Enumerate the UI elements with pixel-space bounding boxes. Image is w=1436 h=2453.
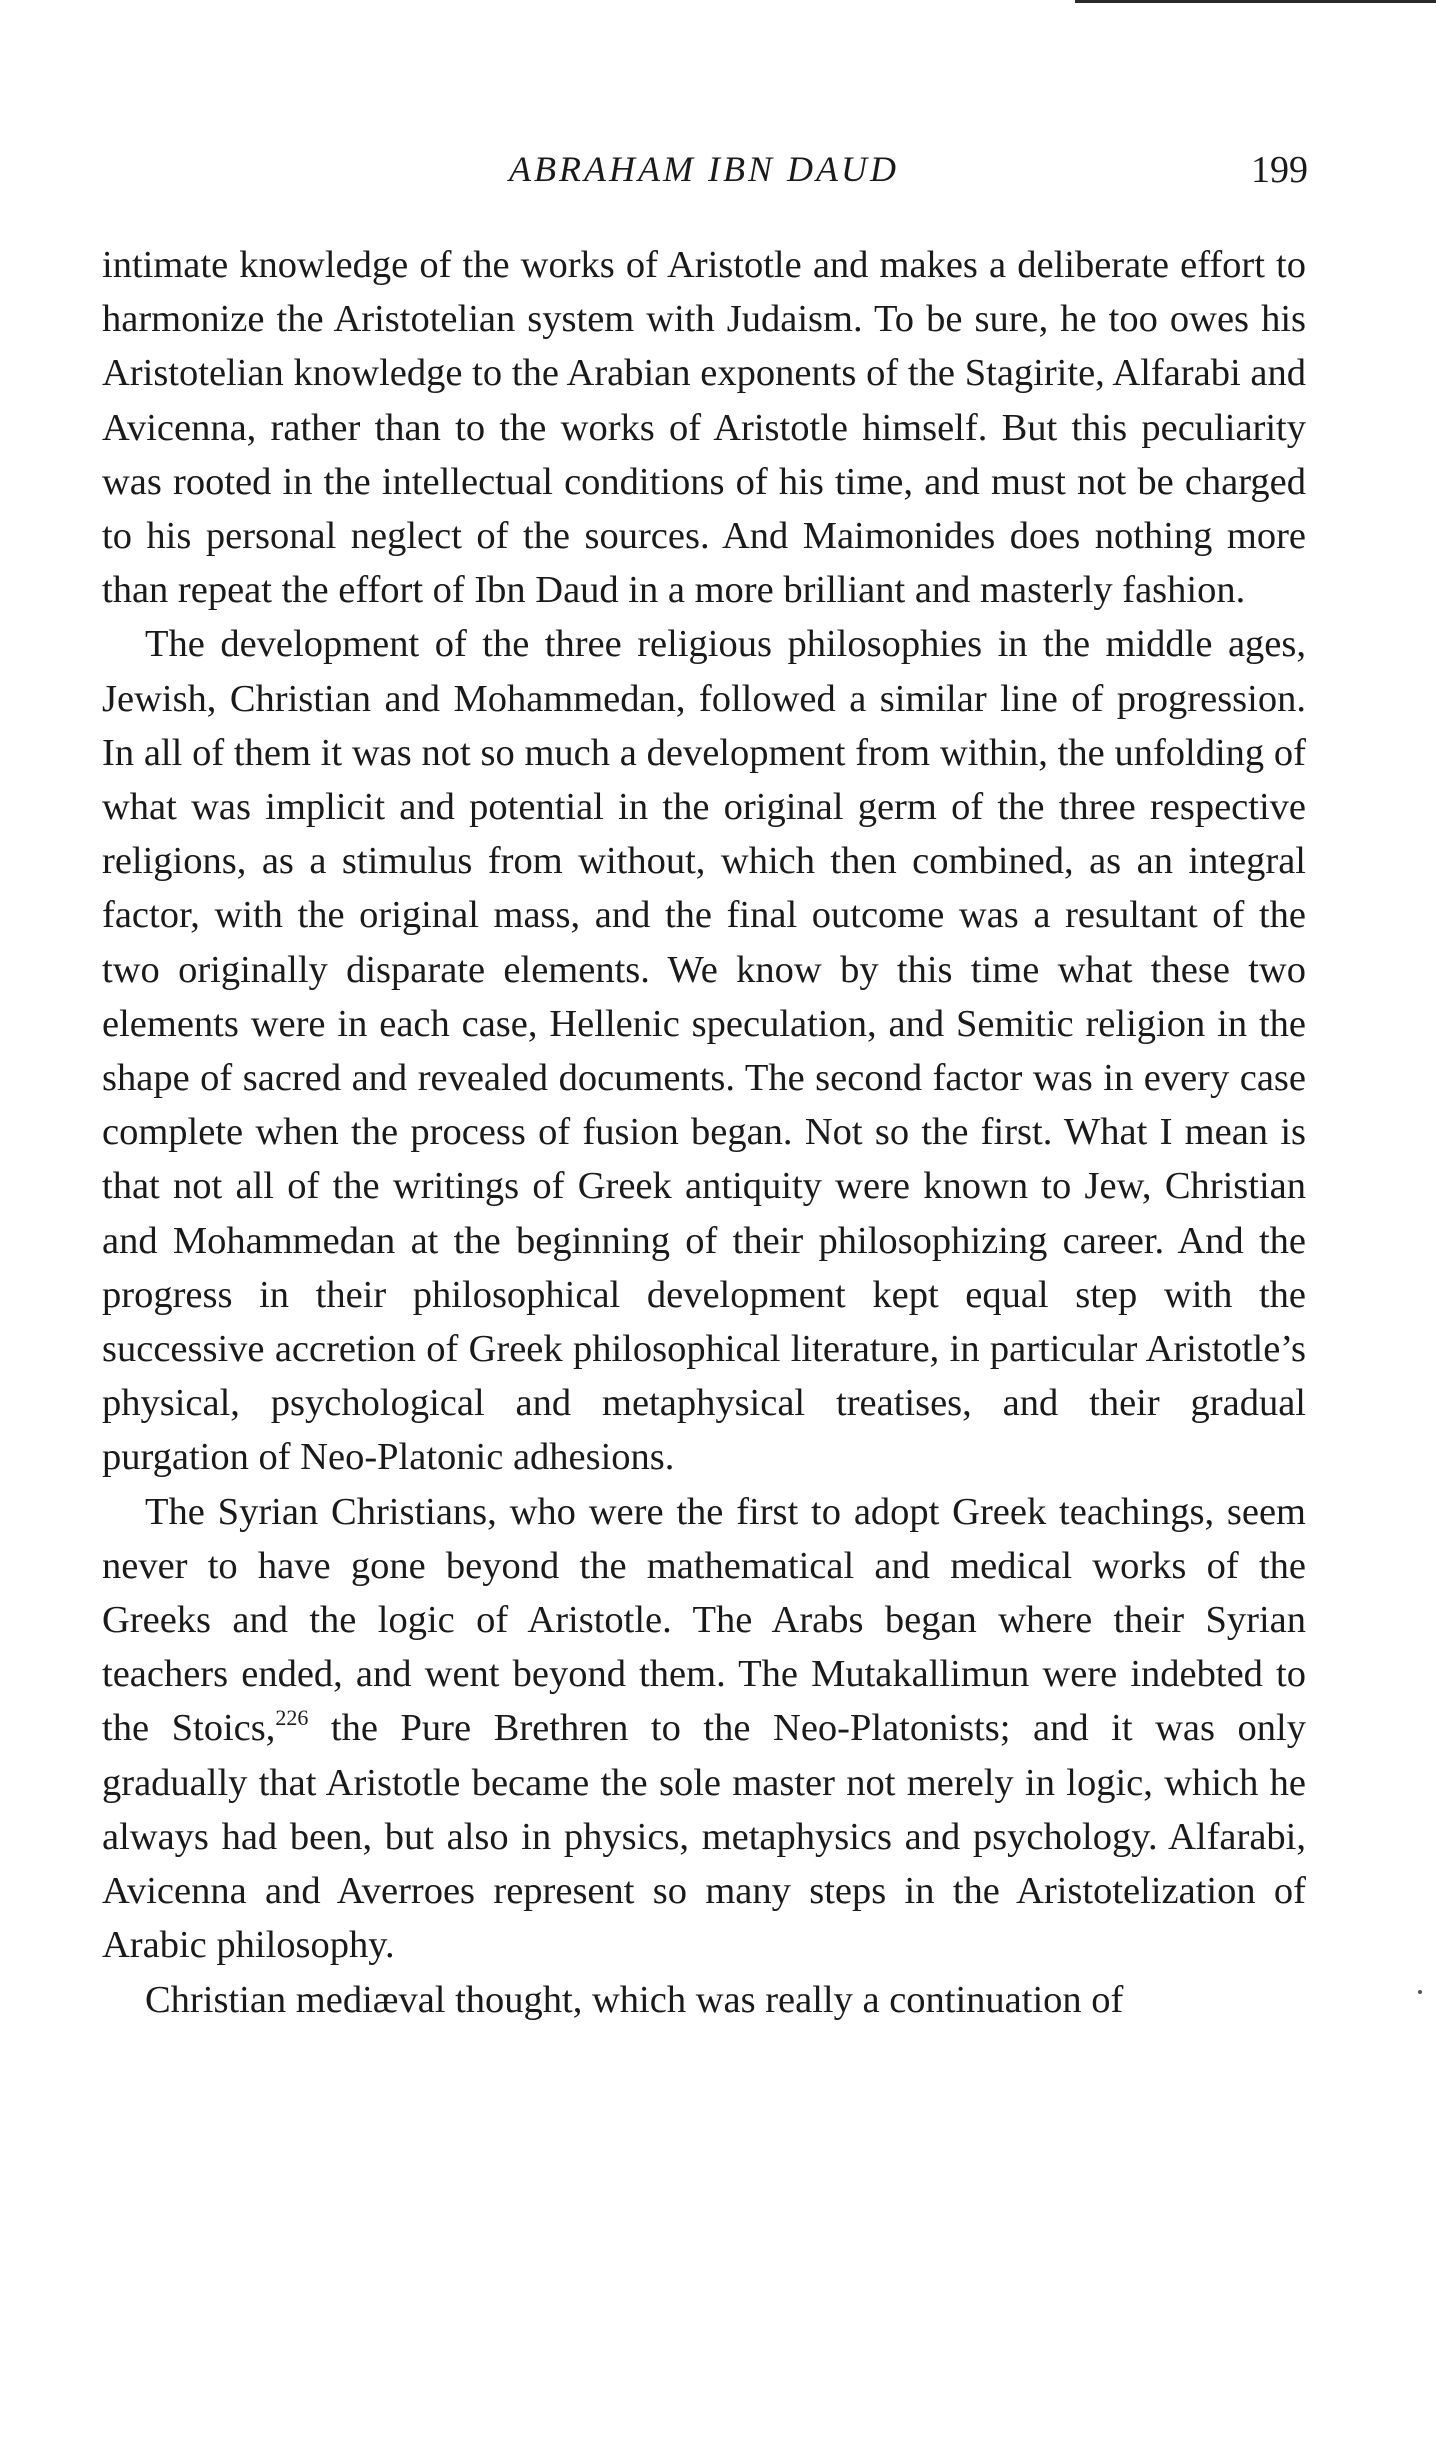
footnote-reference: 226 [275, 1705, 309, 1731]
running-head [100, 148, 1308, 208]
top-edge-rule [1075, 0, 1436, 3]
paragraph-4: Christian mediæval thought, which was really a continuation of [145, 1978, 1124, 2021]
page-number: 199 [1251, 149, 1308, 191]
paragraph-3-text-after-note: the Pure Brethren to the Neo-Platonists; and it was only gradually that Aristotle became the sole master not merely in logic, which he always had been, but also in physics, metaphysics and psychology. Alfarabi, Avicenna and Averroes represent so many steps in the Aristotelization of Arabic philosophy. [102, 1707, 1306, 1967]
body-text [102, 238, 1306, 2027]
paragraph-1: intimate knowledge of the works of Aristotle and makes a deliberate effort to harmonize the Aristotelian system with Judaism. To be sure, he too owes his Aristotelian knowledge to the Arabian exponents of the Stagirite, Alfarabi and Avicenna, rather than to the works of Aristotle himself. But this peculiarity was rooted in the intellectual conditions of his time, and must not be charged to his personal neglect of the sources. And Maimonides does nothing more than repeat the effort of Ibn Daud in a more brilliant and masterly fashion. [102, 244, 1306, 612]
paragraph-3 [102, 1485, 1306, 1973]
paragraph-3-text-before-note: The Syrian Christians, who were the first to adopt Greek teachings, seem never to have gone beyond the mathematical and medical works of the Greeks and the logic of Aristotle. The Arabs began where their Syrian teachers ended, and went beyond them. The Mutakallimun were indebted to the Stoics, [102, 1490, 1306, 1750]
paragraph-2: The development of the three religious philosophies in the middle ages, Jewish, Christian and Mohammedan, followed a similar line of progression. In all of them it was not so much a development from within, the unfolding of what was implicit and potential in the original germ of the three respective religions, as a stimulus from without, which then combined, as an integral factor, with the original mass, and the final outcome was a resultant of the two originally disparate elements. We know by this time what these two elements were in each case, Hellenic speculation, and Semitic religion in the shape of sacred and revealed documents. The second factor was in every case complete when the process of fusion began. Not so the first. What I mean is that not all of the writings of Greek antiquity were known to Jew, Christian and Mohammedan at the beginning of their philosophizing career. And the progress in their philosophical development kept equal step with the successive accretion of Greek philosophical literature, in particular Aristotle’s physical, psychological and metaphysical treatises, and their gradual purgation of Neo-Platonic adhesions. [102, 623, 1306, 1479]
scan-speck [1418, 1990, 1422, 1994]
running-title: ABRAHAM IBN DAUD [509, 149, 899, 189]
